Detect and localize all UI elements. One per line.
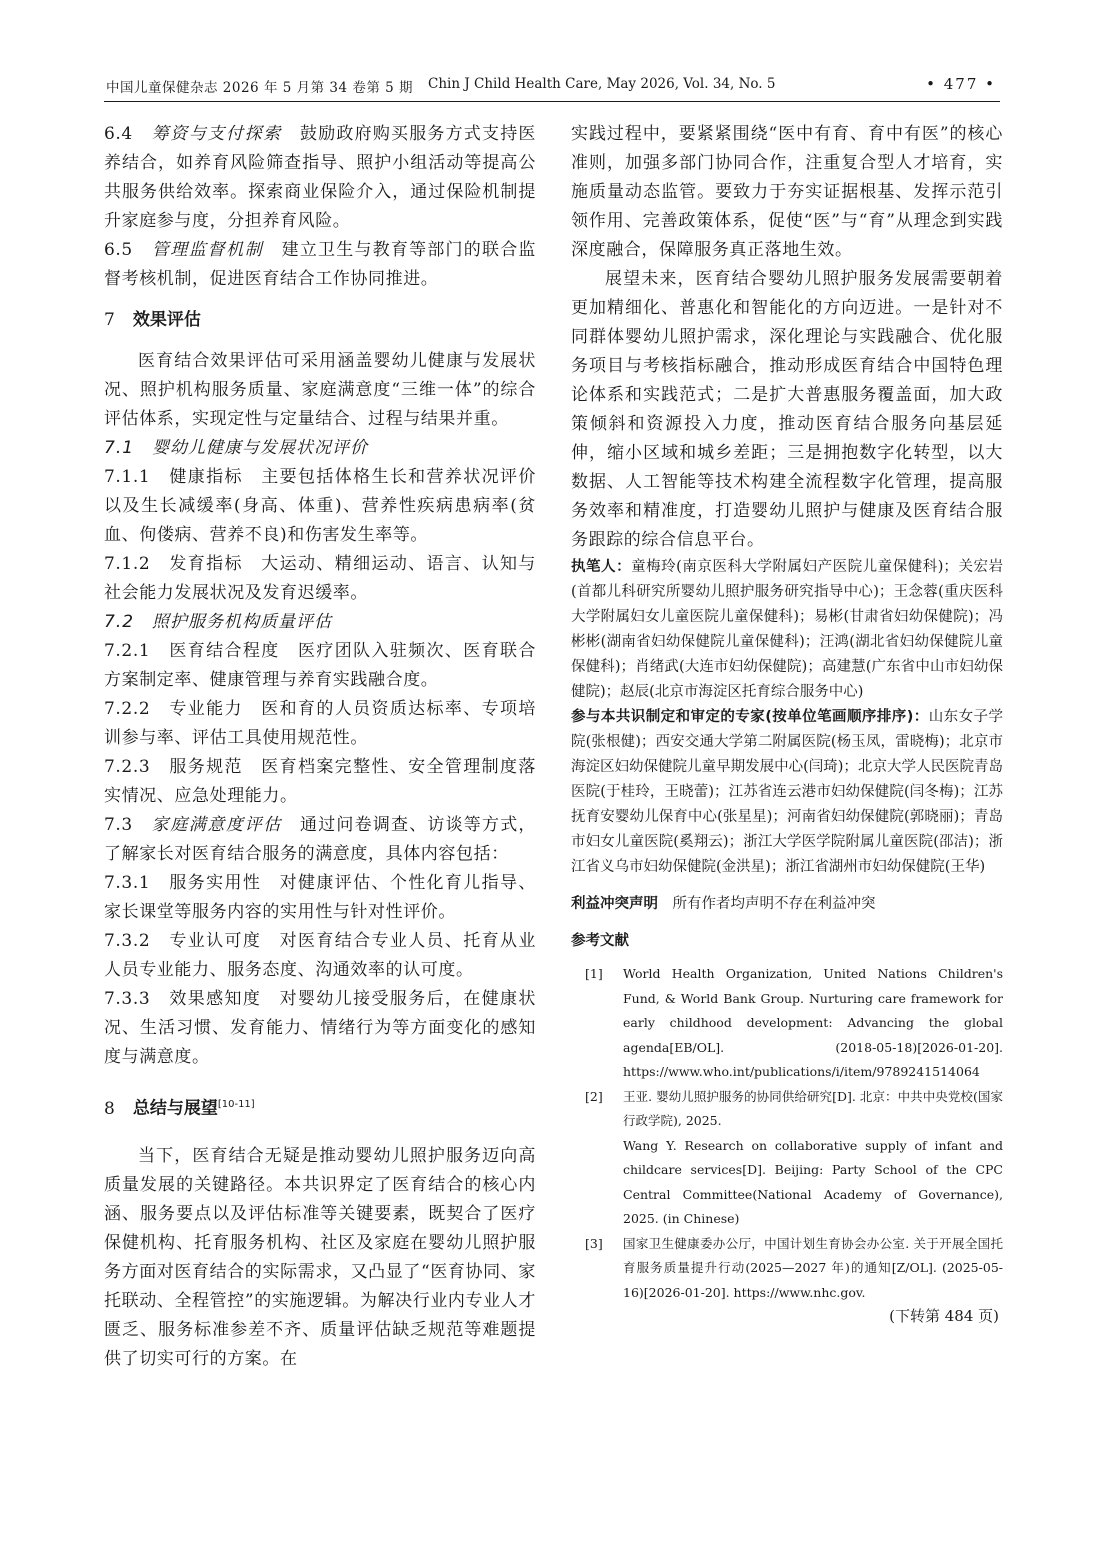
authors-label: 执笔人： — [571, 559, 632, 575]
section-6-5: 6.5 管理监督机制 建立卫生与教育等部门的联合监督考核机制，促进医育结合工作协同推进。 — [104, 240, 537, 289]
reference-item: [3] 国家卫生健康委办公厅，中国计划生育协会办公室. 关于开展全国托育服务质量提升行动(2025—2027 年)的通知[Z/OL]. (2025-05-16)[2026-01-20]. https://www.nhc.gov. — [585, 1235, 1003, 1300]
reference-item: [2] 王亚. 婴幼儿照护服务的协同供给研究[D]. 北京：中共中央党校(国家行政学院), 2025. Wang Y. Research on collaborative supply of infant and childcare services[D]. Beijing: Party School of the CPC Central Committee(National Academy of Governance), 2025. (in Chinese) — [585, 1088, 1003, 1226]
experts-block — [571, 705, 1003, 880]
continued-note: (下转第 484 页) — [889, 1307, 999, 1325]
section-7-1-heading: 7.1 婴幼儿健康与发展状况评价 — [104, 438, 369, 458]
section-7-3-3: 7.3.3 效果感知度 对婴幼儿接受服务后，在健康状况、生活习惯、发育能力、情绪行为等方面变化的感知度与满意度。 — [104, 989, 536, 1067]
conflict-statement: 利益冲突声明 所有作者均声明不存在利益冲突 — [571, 896, 876, 912]
section-7-2-2: 7.2.2 专业能力 医和育的人员资质达标率、专项培训参与率、评估工具使用规范性。 — [104, 699, 536, 748]
journal-title-cn: 中国儿童保健杂志 2026 年 5 月第 34 卷第 5 期 — [106, 80, 414, 96]
page-number: • 477 • — [926, 75, 996, 93]
section-7-3: 7.3 家庭满意度评估 通过问卷调查、访谈等方式，了解家长对医育结合服务的满意度，具体内容包括： — [104, 815, 536, 864]
section-7-3-2: 7.3.2 专业认可度 对医育结合专业人员、托育从业人员专业能力、服务态度、沟通效率的认可度。 — [104, 931, 536, 980]
authors-block — [571, 555, 1003, 705]
section-8-heading: 8 总结与展望[10-11] — [104, 1098, 255, 1119]
section-7-1-1: 7.1.1 健康指标 主要包括体格生长和营养状况评价以及生长减缓率(身高、体重)、营养性疾病患病率(贫血、佝偻病、营养不良)和伤害发生率等。 — [104, 467, 536, 545]
header-rule — [104, 101, 1000, 102]
journal-title-en: Chin J Child Health Care, May 2026, Vol. 34, No. 5 — [428, 76, 776, 92]
experts-label: 参与本共识制定和审定的专家(按单位笔画顺序排序)： — [571, 709, 929, 725]
section-7-1-2: 7.1.2 发育指标 大运动、精细运动、语言、认知与社会能力发展状况及发育迟缓率。 — [104, 554, 536, 603]
section-7-2-3: 7.2.3 服务规范 医育档案完整性、安全管理制度落实情况、应急处理能力。 — [104, 757, 536, 806]
experts-text: 山东女子学院(张根健)；西安交通大学第二附属医院(杨玉凤，雷晓梅)；北京市海淀区妇幼保健院儿童早期发展中心(闫琦)；北京大学人民医院青岛医院(于桂玲，王晓蕾)；江苏省连云港市妇幼保健院(闫冬梅)；江苏抚育安婴幼儿保育中心(张星星)；河南省妇幼保健院(郭晓丽)；青岛市妇女儿童医院(奚翔云)；浙江大学医学院附属儿童医院(邵洁)；浙江省义乌市妇幼保健院(金洪星)；浙江省湖州市妇幼保健院(王华) — [571, 709, 1003, 875]
section-6-4: 6.4 筹资与支付探索 鼓励政府购买服务方式支持医养结合，如养育风险筛查指导、照护小组活动等提高公共服务供给效率。探索商业保险介入，通过保险机制提升家庭参与度，分担养育风险。 — [104, 124, 536, 231]
section-7-heading: 7 效果评估 — [104, 310, 201, 330]
section-8-citation: [10-11] — [217, 1099, 255, 1110]
section-8-paragraph: 当下，医育结合无疑是推动婴幼儿照护服务迈向高质量发展的关键路径。本共识界定了医育结合的核心内涵、服务要点以及评估标准等关键要素，既契合了医疗保健机构、托育服务机构、社区及家庭在婴幼儿照护服务方面对医育结合的实际需求，又凸显了“医育协同、家托联动、全程管控”的实施逻辑。为解决行业内专业人才匮乏、服务标准参差不齐、质量评估缺乏规范等难题提供了切实可行的方案。在 — [104, 1145, 536, 1369]
outlook-paragraph: 展望未来，医育结合婴幼儿照护服务发展需要朝着更加精细化、普惠化和智能化的方向迈进。一是针对不同群体婴幼儿照护需求，深化理论与实践融合、优化服务项目与考核指标融合，推动形成医育结合中国特色理论体系和实践范式；二是扩大普惠服务覆盖面，加大政策倾斜和资源投入力度，推动医育结合服务向基层延伸，缩小区域和城乡差距；三是拥抱数字化转型，以大数据、人工智能等技术构建全流程数字化管理，提高服务效率和精准度，打造婴幼儿照护与健康及医育结合服务跟踪的综合信息平台。 — [571, 269, 1003, 550]
left-column — [104, 120, 536, 1374]
section-7-3-1: 7.3.1 服务实用性 对健康评估、个性化育儿指导、家长课堂等服务内容的实用性与针对性评价。 — [104, 873, 536, 922]
section-7-intro: 医育结合效果评估可采用涵盖婴幼儿健康与发展状况、照护机构服务质量、家庭满意度“三维一体”的综合评估体系，实现定性与定量结合、过程与结果并重。 — [104, 351, 536, 429]
authors-text: 童梅玲(南京医科大学附属妇产医院儿童保健科)；关宏岩(首都儿科研究所婴幼儿照护服务研究指导中心)；王念蓉(重庆医科大学附属妇女儿童医院儿童保健科)；易彬(甘肃省妇幼保健院)；冯彬彬(湖南省妇幼保健院儿童保健科)；汪鸿(湖北省妇幼保健院儿童保健科)；肖绪武(大连市妇幼保健院)；高建慧(广东省中山市妇幼保健院)；赵辰(北京市海淀区托育综合服务中心) — [571, 559, 1004, 700]
right-column — [571, 120, 1003, 1326]
running-header — [106, 76, 996, 98]
conclusion-paragraph-continued: 实践过程中，要紧紧围绕“医中有育、育中有医”的核心准则，加强多部门协同合作，注重复合型人才培育，实施质量动态监管。要致力于夯实证据根基、发挥示范引领作用、完善政策体系，促使“医”与“育”从理念到实践深度融合，保障服务真正落地生效。 — [571, 124, 1003, 260]
reference-item: [1] World Health Organization, United Nations Children's Fund, & World Bank Group. Nurturing care framework for early childhood development: Advancing the global agenda[EB/OL]. (2018-05-18)[2026-01-20]. https://www.who.int/publications/i/item/9789241514064 — [585, 966, 1003, 1079]
section-7-2-heading: 7.2 照护服务机构质量评估 — [104, 612, 333, 632]
references-title: 参考文献 — [571, 933, 629, 949]
section-7-2-1: 7.2.1 医育结合程度 医疗团队入驻频次、医育联合方案制定率、健康管理与养育实践融合度。 — [104, 641, 536, 690]
